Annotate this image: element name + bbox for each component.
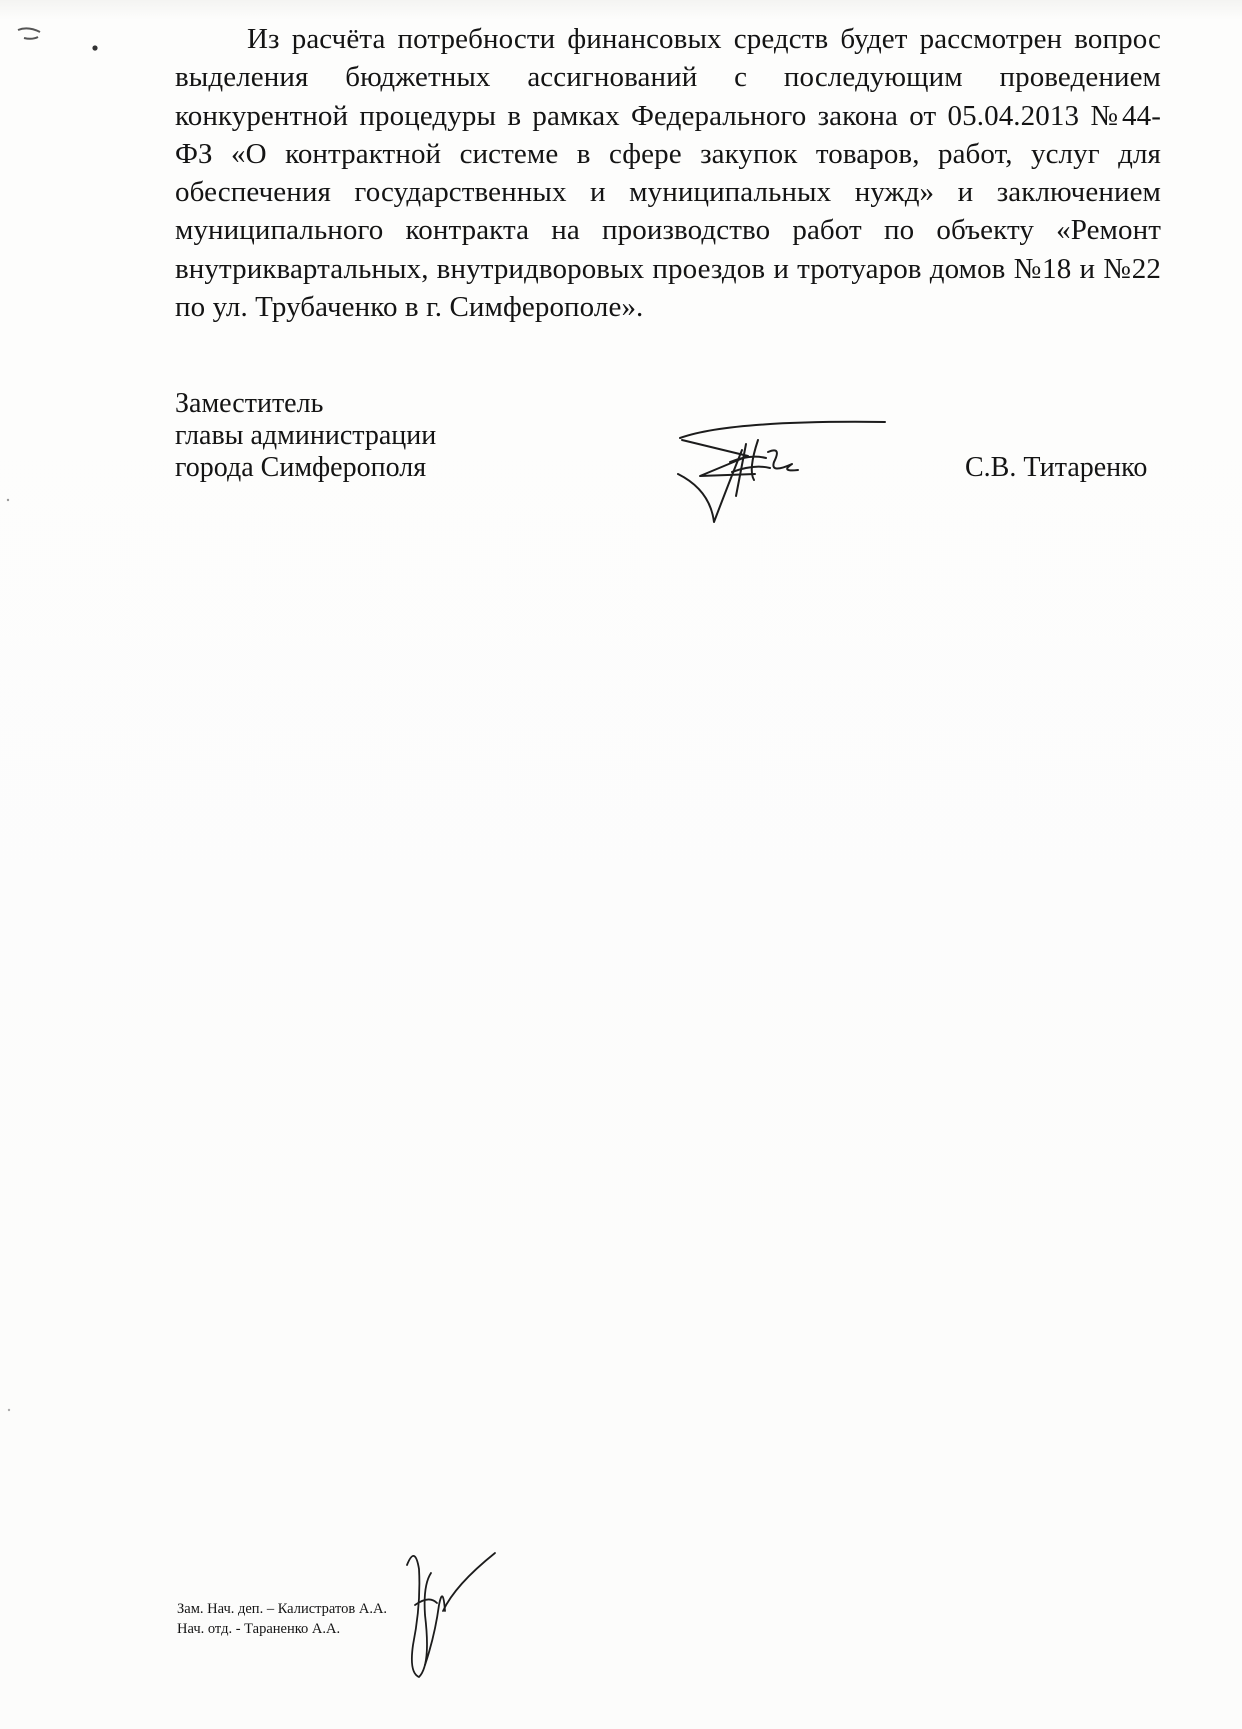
signer-title-line: города Симферополя — [175, 452, 427, 483]
footer-executors — [177, 1599, 387, 1639]
footer-line: Зам. Нач. деп. – Калистратов А.А. — [177, 1601, 388, 1617]
signer-name: С.В. Титаренко — [965, 452, 1148, 483]
signer-title — [175, 388, 436, 484]
footer-signature-image — [385, 1545, 505, 1685]
signer-title-line: Заместитель — [175, 388, 324, 419]
signer-title-line: главы администрации — [175, 420, 437, 451]
signature-image — [670, 410, 890, 530]
footer-line: Нач. отд. - Тараненко А.А. — [177, 1621, 341, 1637]
body-paragraph: Из расчёта потребности финансовых средств будет рассмотрен вопрос выделения бюджетных ассигнований с последующим проведением конкурентной процедуры в рамках Федерального закона от 05.04.2013 №44-ФЗ «О контрактной системе в сфере закупок товаров, работ, услуг для обеспечения государственных и муниципальных нужд» и заключением муниципального контракта на производство работ по объекту «Ремонт внутриквартальных, внутридворовых проездов и тротуаров домов №18 и №22 по ул. Трубаченко в г. Симферополе». — [175, 23, 1161, 324]
